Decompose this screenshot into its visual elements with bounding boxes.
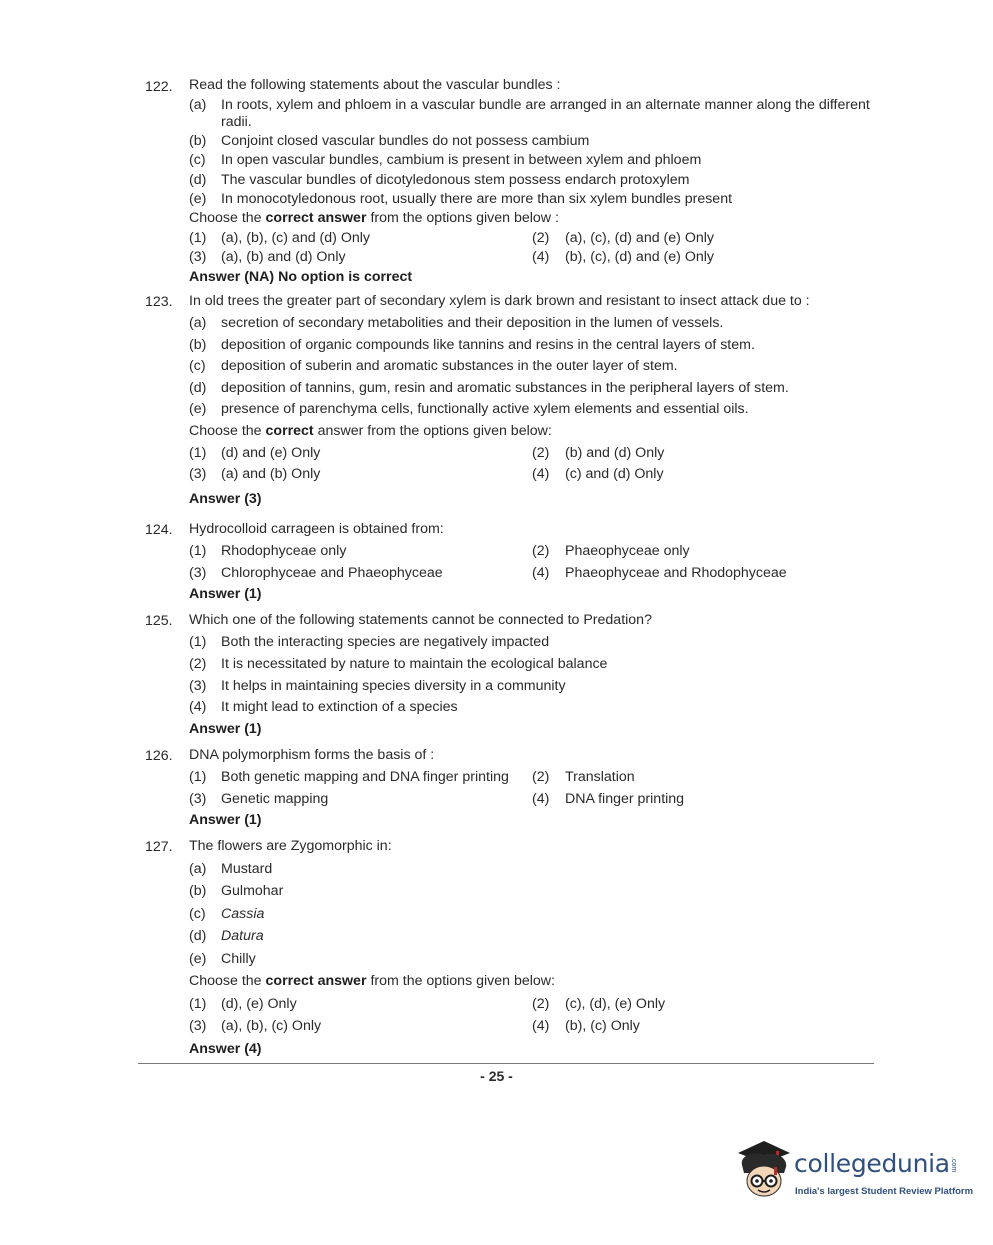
statement-text: Cassia [221,906,265,922]
question-number: 123. [145,294,173,310]
option-4: DNA finger printing [565,791,685,807]
option-label: (3) [189,791,207,807]
statement-text: Conjoint closed vascular bundles do not possess cambium [221,133,590,149]
option-label: (2) [532,543,550,559]
option-2: It is necessitated by nature to maintain the ecological balance [221,656,608,672]
option-label: (1) [189,996,207,1012]
statement-text: deposition of organic compounds like tannins and resins in the central layers of stem. [221,337,755,353]
option-label: (1) [189,230,207,246]
option-4: (c) and (d) Only [565,466,664,482]
option-label: (2) [532,230,550,246]
answer: Answer (1) [189,721,262,737]
statement-label: (d) [189,928,207,944]
option-3: (a), (b), (c) Only [221,1018,322,1034]
statement-text: Mustard [221,861,273,877]
answer: Answer (1) [189,812,262,828]
statement-text: Gulmohar [221,883,284,899]
option-3: (a), (b) and (d) Only [221,249,346,265]
statement-text: In roots, xylem and phloem in a vascular bundle are arranged in an alternate manner along the different [221,97,870,113]
option-label: (4) [532,791,550,807]
option-1: (d) and (e) Only [221,445,321,461]
statement-label: (b) [189,883,207,899]
statement-label: (b) [189,133,207,149]
brand-name: collegedunia [794,1149,950,1178]
statement-text: secretion of secondary metabolities and their deposition in the lumen of vessels. [221,315,724,331]
question-number: 125. [145,613,173,629]
answer: Answer (NA) No option is correct [189,269,413,285]
option-4: Phaeophyceae and Rhodophyceae [565,565,787,581]
option-label: (3) [189,678,207,694]
question-number: 122. [145,79,173,95]
option-3: Genetic mapping [221,791,329,807]
answer: Answer (4) [189,1041,262,1057]
footer-divider [138,1063,874,1064]
option-label: (3) [189,565,207,581]
option-3: (a) and (b) Only [221,466,321,482]
statement-text: deposition of tannins, gum, resin and aromatic substances in the peripheral layers of stem. [221,380,789,396]
question-number: 127. [145,839,173,855]
option-2: (a), (c), (d) and (e) Only [565,230,714,246]
option-2: Translation [565,769,635,785]
option-label: (1) [189,634,207,650]
statement-text: deposition of suberin and aromatic substances in the outer layer of stem. [221,358,678,374]
statement-label: (a) [189,315,207,331]
option-label: (4) [532,466,550,482]
choose-instruction: Choose the correct answer from the options given below : [189,210,559,226]
question-stem: The flowers are Zygomorphic in: [189,838,392,854]
statement-text: In open vascular bundles, cambium is present in between xylem and phloem [221,152,702,168]
option-2: (b) and (d) Only [565,445,665,461]
question-stem: Hydrocolloid carrageen is obtained from: [189,521,444,537]
option-4: It might lead to extinction of a species [221,699,458,715]
question-stem: DNA polymorphism forms the basis of : [189,747,435,763]
brand-suffix: .com [950,1157,957,1173]
statement-text: Datura [221,928,264,944]
statement-label: (c) [189,358,206,374]
option-label: (1) [189,445,207,461]
option-label: (3) [189,249,207,265]
statement-text: The vascular bundles of dicotyledonous stem possess endarch protoxylem [221,172,690,188]
option-4: (b), (c), (d) and (e) Only [565,249,714,265]
question-number: 124. [145,522,173,538]
option-label: (1) [189,769,207,785]
choose-instruction: Choose the correct answer from the options given below: [189,423,552,439]
statement-label: (c) [189,906,206,922]
option-4: (b), (c) Only [565,1018,640,1034]
question-stem: In old trees the greater part of secondary xylem is dark brown and resistant to insect attack due to : [189,293,810,309]
statement-label: (e) [189,401,207,417]
option-label: (4) [532,565,550,581]
question-stem: Which one of the following statements cannot be connected to Predation? [189,612,652,628]
brand-tagline: India's largest Student Review Platform [795,1186,974,1197]
statement-label: (a) [189,97,207,113]
option-label: (1) [189,543,207,559]
option-1: (d), (e) Only [221,996,297,1012]
option-label: (2) [189,656,207,672]
option-label: (2) [532,769,550,785]
question-number: 126. [145,748,173,764]
statement-text: In monocotyledonous root, usually there are more than six xylem bundles present [221,191,733,207]
option-3: It helps in maintaining species diversity in a community [221,678,566,694]
option-2: (c), (d), (e) Only [565,996,666,1012]
option-label: (4) [532,249,550,265]
answer: Answer (3) [189,491,262,507]
option-1: (a), (b), (c) and (d) Only [221,230,370,246]
statement-label: (e) [189,191,207,207]
statement-text-continued: radii. [221,114,252,130]
statement-label: (d) [189,172,207,188]
option-2: Phaeophyceae only [565,543,690,559]
statement-label: (a) [189,861,207,877]
statement-label: (c) [189,152,206,168]
option-label: (4) [189,699,207,715]
option-label: (4) [532,1018,550,1034]
option-1: Both genetic mapping and DNA finger printing [221,769,509,785]
statement-label: (b) [189,337,207,353]
question-stem: Read the following statements about the vascular bundles : [189,77,561,93]
statement-label: (e) [189,951,207,967]
option-1: Both the interacting species are negatively impacted [221,634,550,650]
option-3: Chlorophyceae and Phaeophyceae [221,565,443,581]
statement-text: Chilly [221,951,256,967]
answer: Answer (1) [189,586,262,602]
page-number: - 25 - [480,1068,513,1084]
option-label: (3) [189,466,207,482]
option-label: (3) [189,1018,207,1034]
option-label: (2) [532,445,550,461]
option-label: (2) [532,996,550,1012]
option-1: Rhodophyceae only [221,543,347,559]
statement-text: presence of parenchyma cells, functionally active xylem elements and essential oils. [221,401,749,417]
choose-instruction: Choose the correct answer from the options given below: [189,973,555,989]
statement-label: (d) [189,380,207,396]
